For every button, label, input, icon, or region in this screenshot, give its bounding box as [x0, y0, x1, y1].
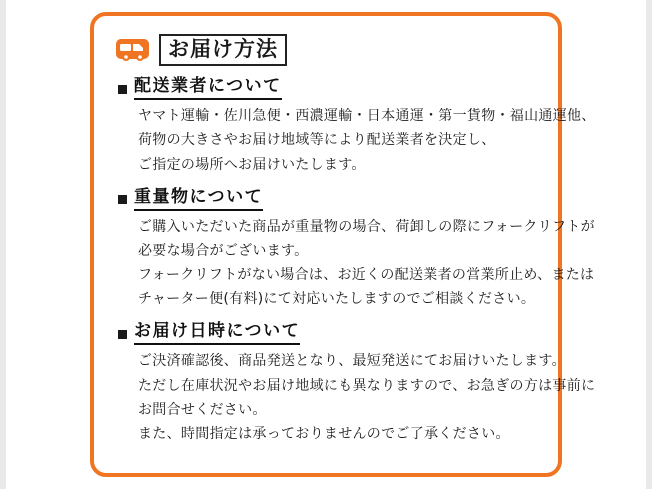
delivery-truck-icon: [116, 36, 150, 64]
page-right-edge: [646, 0, 652, 489]
delivery-info-panel: [90, 12, 596, 477]
body-line: ヤマト運輸・佐川急便・西濃運輸・日本通運・第一貨物・福山通運他、: [138, 108, 596, 125]
body-line: ただし在庫状況やお届け地域にも異なりますので、お急ぎの方は事前に: [138, 377, 596, 394]
panel-header: [116, 34, 540, 66]
body-line: フォークリフトがない場合は、お近くの配送業者の営業所止め、または: [138, 267, 595, 284]
section-carrier-body: [112, 104, 596, 176]
page-title-box: [159, 34, 287, 66]
section-delivery-datetime-body: [112, 349, 596, 445]
page-left-edge: [0, 0, 6, 489]
square-bullet-icon: [118, 330, 127, 339]
section-carrier-title: 配送業者について: [134, 76, 282, 100]
section-carrier-header: [118, 76, 540, 100]
square-bullet-icon: [118, 195, 127, 204]
section-heavy-goods-body: [112, 215, 595, 311]
section-heavy-goods-header: [118, 187, 540, 211]
body-line: お問合せください。: [138, 401, 267, 418]
section-heavy-goods-title: 重量物について: [134, 187, 263, 211]
body-line: 荷物の大きさやお届け地域等により配送業者を決定し、: [138, 132, 496, 149]
section-delivery-datetime-title: お届け日時について: [134, 321, 300, 345]
body-line: ご決済確認後、商品発送となり、最短発送にてお届けいたします。: [138, 353, 566, 370]
section-carrier: [112, 76, 596, 176]
section-delivery-datetime-header: [118, 321, 540, 345]
page-title: お届け方法: [168, 37, 278, 61]
body-line: 必要な場合がございます。: [138, 242, 309, 259]
body-line: また、時間指定は承っておりませんのでご了承ください。: [138, 425, 510, 442]
section-delivery-datetime: [112, 321, 596, 446]
body-line: ご指定の場所へお届けいたします。: [138, 156, 366, 173]
square-bullet-icon: [118, 85, 127, 94]
body-line: ご購入いただいた商品が重量物の場合、荷卸しの際にフォークリフトが: [138, 218, 595, 235]
body-line: チャーター便(有料)にて対応いたしますのでご相談ください。: [138, 291, 536, 308]
section-heavy-goods: [112, 186, 595, 312]
